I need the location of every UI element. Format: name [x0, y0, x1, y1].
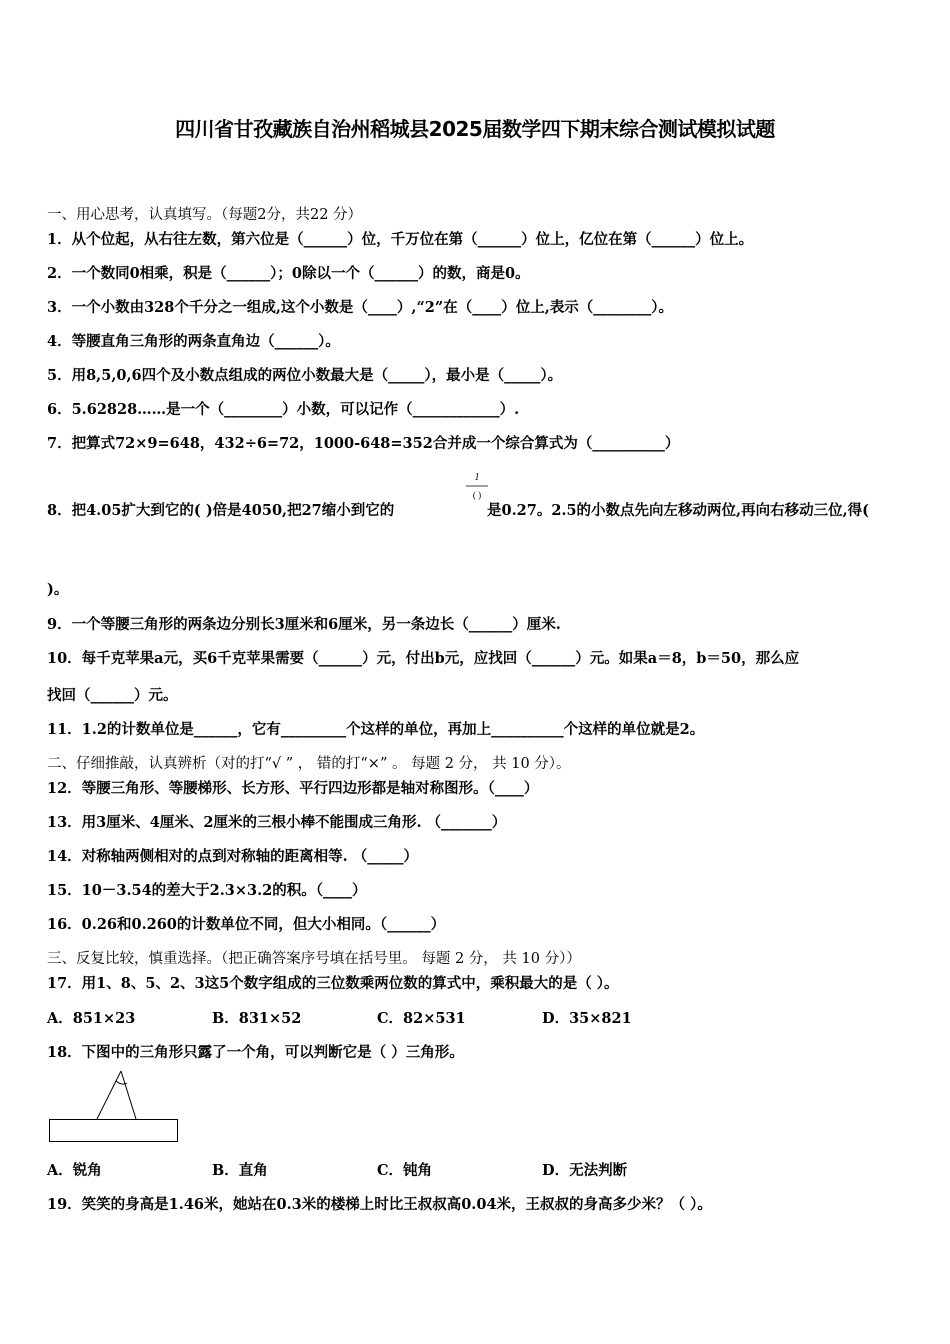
question-15: 15．10－3.54的差大于2.3×3.2的积。（____） [47, 882, 367, 899]
partial-triangle-figure [47, 1068, 183, 1146]
question-11: 11．1.2的计数单位是______，它有_________个这样的单位，再加上__________个这样的单位就是2。 [47, 721, 705, 738]
question-3: 3．一个小数由328个千分之一组成,这个小数是（____）,“2”在（____）位上,表示（________）。 [47, 299, 674, 316]
question-2: 2．一个数同0相乘，积是（______）；0除以一个（______）的数，商是0。 [47, 265, 530, 282]
section-3-heading: 三、反复比较，慎重选择。（把正确答案序号填在括号里。 每题 2 分， 共 10 分）） [47, 951, 581, 967]
question-18: 18．下图中的三角形只露了一个角，可以判断它是（ ）三角形。 [47, 1044, 464, 1061]
question-10-line-2: 找回（______）元。 [47, 687, 178, 704]
question-1: 1．从个位起，从右往左数，第六位是（______）位，千万位在第（______）位上，亿位在第（______）位上。 [47, 231, 754, 248]
question-4: 4．等腰直角三角形的两条直角边（______）。 [47, 333, 340, 350]
question-8-part-1: 8．把4.05扩大到它的( )倍是4050,把27缩小到它的 [47, 502, 395, 519]
question-14: 14．对称轴两侧相对的点到对称轴的距离相等. （_____） [47, 848, 419, 865]
question-19: 19．笑笑的身高是1.46米，她站在0.3米的楼梯上时比王叔叔高0.04米，王叔叔的身高多少米？（ ）。 [47, 1196, 712, 1213]
question-8-part-3: )。 [47, 581, 69, 598]
q18-option-d: D．无法判断 [542, 1162, 628, 1179]
section-2-heading: 二、仔细推敲，认真辨析（对的打“√ ” ， 错的打“×” 。 每题 2 分， 共 10 分）。 [47, 756, 571, 772]
q17-option-a: A．851×23 [47, 1010, 136, 1027]
fraction-denominator: ( ) [472, 490, 482, 500]
q17-option-d: D．35×821 [542, 1010, 632, 1027]
q18-option-c: C．钝角 [377, 1162, 433, 1179]
question-12: 12．等腰三角形、等腰梯形、长方形、平行四边形都是轴对称图形。（____） [47, 780, 539, 797]
page-title: 四川省甘孜藏族自治州稻城县2025届数学四下期末综合测试模拟试题 [175, 117, 775, 141]
question-10-line-1: 10．每千克苹果a元，买6千克苹果需要（______）元，付出b元，应找回（______）元。如果a＝8，b＝50，那么应 [47, 650, 800, 667]
question-5: 5．用8,5,0,6四个及小数点组成的两位小数最大是（_____），最小是（_____）。 [47, 367, 563, 384]
q17-option-b: B．831×52 [212, 1010, 302, 1027]
q18-option-b: B．直角 [212, 1162, 268, 1179]
q18-option-a: A．锐角 [47, 1162, 102, 1179]
question-17: 17．用1、8、5、2、3这5个数字组成的三位数乘两位数的算式中，乘积最大的是（ ）。 [47, 975, 619, 992]
question-13: 13．用3厘米、4厘米、2厘米的三根小棒不能围成三角形. （_______） [47, 814, 507, 831]
question-16: 16．0.26和0.260的计数单位不同，但大小相同。（______） [47, 916, 446, 933]
question-7: 7．把算式72×9=648，432÷6=72，1000-648=352合并成一个综合算式为（__________） [47, 435, 680, 452]
q17-option-c: C．82×531 [377, 1010, 466, 1027]
fraction-numerator: 1 [474, 472, 480, 483]
question-6: 6．5.62828……是一个（________）小数，可以记作（____________）. [47, 401, 520, 418]
question-9: 9．一个等腰三角形的两条边分别长3厘米和6厘米，另一条边长（______）厘米. [47, 616, 561, 633]
question-8-part-2: 是0.27。2.5的小数点先向左移动两位,再向右移动三位,得( [487, 502, 869, 519]
section-1-heading: 一、用心思考，认真填写。（每题2分，共22 分） [47, 207, 363, 223]
